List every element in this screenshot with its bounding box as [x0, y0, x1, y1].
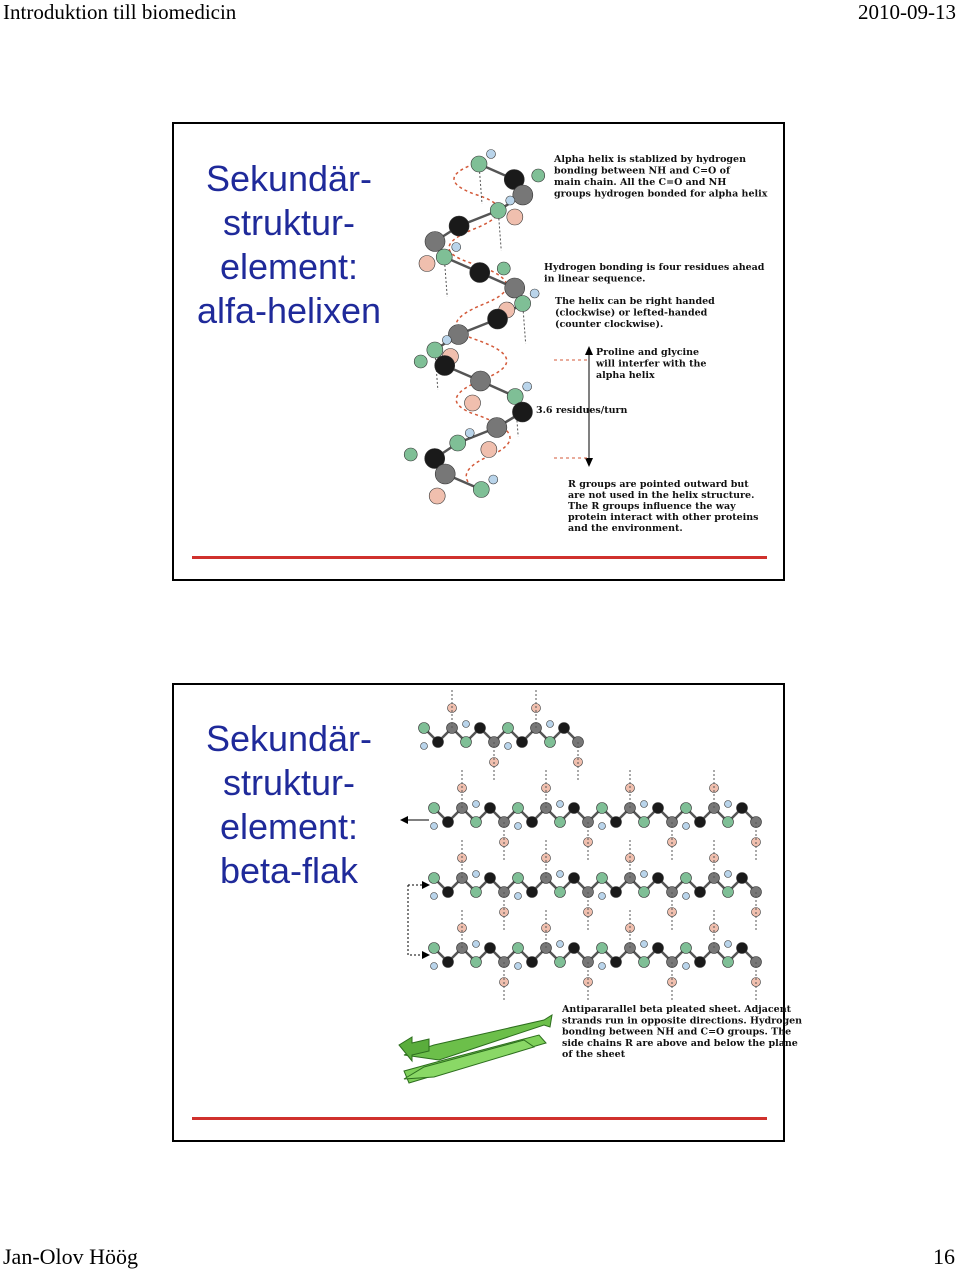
slide-divider-line — [192, 556, 767, 559]
carbonyl-carbon-atom — [435, 464, 455, 484]
alpha-carbon-atom — [443, 957, 454, 968]
nitrogen-atom — [513, 943, 524, 954]
hydrogen-atom — [473, 871, 480, 878]
hydrogen-atom — [557, 941, 564, 948]
hydrogen-atom — [683, 823, 690, 830]
arrow-head-up-icon — [585, 346, 593, 355]
hydrogen-atom — [515, 963, 522, 970]
beta-sheet-diagram-icon — [394, 715, 803, 1090]
caption-line: will interfer with the — [596, 358, 707, 370]
nitrogen-atom — [427, 342, 443, 358]
caption-line: The helix can be right handed — [555, 296, 715, 307]
nitrogen-atom — [490, 203, 506, 219]
alpha-carbon-atom — [611, 817, 622, 828]
title-line: beta-flak — [219, 850, 359, 891]
caption-line: 3.6 residues/turn — [536, 405, 628, 416]
hydrogen-atom — [431, 963, 438, 970]
hydrogen-atom — [530, 289, 539, 298]
hydrogen-atom — [473, 801, 480, 808]
r-group-atom — [414, 355, 427, 368]
hydrogen-atom — [725, 801, 732, 808]
svg-text:The helix can be right handed( — [555, 296, 715, 330]
nitrogen-atom — [723, 817, 734, 828]
nitrogen-atom — [555, 887, 566, 898]
author: Jan-Olov Höög — [3, 1244, 139, 1269]
nitrogen-atom — [461, 737, 472, 748]
slide-title — [184, 717, 394, 893]
alpha-carbon-atom — [475, 723, 486, 734]
hydrogen-atom — [431, 893, 438, 900]
carbonyl-carbon-atom — [513, 185, 533, 205]
hydrogen-atom — [557, 801, 564, 808]
nitrogen-atom — [639, 887, 650, 898]
arrow-left-icon — [400, 816, 408, 824]
svg-text:R groups are pointed outward b — [568, 479, 759, 534]
hydrogen-atom — [599, 963, 606, 970]
alpha-carbon-atom — [611, 887, 622, 898]
hydrogen-atom — [465, 429, 474, 438]
slide-beta-sheet — [172, 683, 803, 1142]
nitrogen-atom — [639, 817, 650, 828]
hydrogen-atom — [547, 721, 554, 728]
carbonyl-carbon-atom — [471, 371, 491, 391]
nitrogen-atom — [723, 957, 734, 968]
nitrogen-atom — [450, 435, 466, 451]
alpha-carbon-atom — [433, 737, 444, 748]
alpha-carbon-atom — [653, 943, 664, 954]
hydrogen-atom — [421, 743, 428, 750]
r-group-atom — [532, 169, 545, 182]
alpha-carbon-atom — [695, 957, 706, 968]
arrow-right-icon — [422, 951, 430, 959]
alpha-carbon-atom — [737, 803, 748, 814]
alpha-carbon-atom — [527, 957, 538, 968]
header-date: 2010-09-13 — [858, 0, 956, 24]
title-line: element: — [219, 246, 359, 287]
slide-divider-line — [192, 1117, 767, 1120]
svg-text:Antipararallel beta pleated sh — [561, 1004, 802, 1060]
nitrogen-atom — [639, 957, 650, 968]
alpha-carbon-atom — [485, 873, 496, 884]
helix-atoms — [404, 150, 545, 505]
caption-line: bonding between NH and C=O of — [554, 165, 731, 177]
hydrogen-atom — [506, 196, 515, 205]
hydrogen-atom — [641, 871, 648, 878]
hydrogen-atom — [641, 801, 648, 808]
caption-line: main chain. All the C=O and NH — [554, 177, 727, 188]
nitrogen-atom — [545, 737, 556, 748]
slide-alpha-helix — [172, 122, 785, 581]
hydrogen-atom — [515, 823, 522, 830]
caption-line: protein interact with other proteins — [568, 512, 759, 523]
alpha-carbon-atom — [527, 887, 538, 898]
beta-sheet-svg — [394, 715, 803, 1090]
caption-line: Hydrogen bonding is four residues ahead — [544, 262, 765, 273]
alpha-helix-diagram-icon — [414, 134, 774, 534]
alpha-helix-svg — [414, 134, 774, 534]
oxygen-atom — [465, 395, 481, 411]
r-group-atom — [404, 448, 417, 461]
nitrogen-atom — [471, 156, 487, 172]
hydrogen-atom — [683, 893, 690, 900]
hydrogen-atom — [489, 475, 498, 484]
hydrogen-atom — [725, 941, 732, 948]
nitrogen-atom — [597, 943, 608, 954]
caption-line: Proline and glycine — [596, 347, 700, 358]
title-line: Sekundär- — [205, 158, 373, 199]
caption-line: alpha helix — [596, 370, 655, 381]
caption-line: Antipararallel beta pleated sheet. Adjacent — [562, 1004, 792, 1015]
hydrogen-atom — [523, 382, 532, 391]
title-line: struktur- — [222, 762, 355, 803]
nitrogen-atom — [473, 482, 489, 498]
nitrogen-atom — [419, 723, 430, 734]
nitrogen-atom — [597, 803, 608, 814]
alpha-carbon-atom — [559, 723, 570, 734]
carbonyl-carbon-atom — [487, 418, 507, 438]
nitrogen-atom — [555, 817, 566, 828]
caption-line: of the sheet — [562, 1049, 626, 1061]
caption-line: (clockwise) or lefted-handed — [555, 307, 708, 319]
hydrogen-atom — [599, 893, 606, 900]
alpha-carbon-atom — [488, 309, 508, 329]
r-group-atom — [497, 262, 510, 275]
arrow-head-down-icon — [585, 458, 593, 467]
title-line: struktur- — [222, 202, 355, 243]
hydrogen-atom — [725, 871, 732, 878]
alpha-carbon-atom — [569, 803, 580, 814]
nitrogen-atom — [681, 943, 692, 954]
caption-line: groups hydrogen bonded for alpha helix — [554, 188, 768, 200]
carbonyl-carbon-atom — [425, 232, 445, 252]
nitrogen-atom — [513, 803, 524, 814]
alpha-carbon-atom — [737, 873, 748, 884]
nitrogen-atom — [681, 803, 692, 814]
hydrogen-atom — [599, 823, 606, 830]
alpha-carbon-atom — [435, 356, 455, 376]
alpha-carbon-atom — [569, 873, 580, 884]
caption-line: R groups are pointed outward but — [568, 479, 749, 490]
oxygen-atom — [507, 209, 523, 225]
alpha-carbon-atom — [470, 263, 490, 283]
alpha-carbon-atom — [485, 943, 496, 954]
nitrogen-atom — [597, 873, 608, 884]
nitrogen-atom — [436, 249, 452, 265]
title-line: alfa-helixen — [196, 290, 382, 331]
title-line: Sekundär- — [205, 718, 373, 759]
alpha-carbon-atom — [695, 817, 706, 828]
beta-ribbon-icon — [399, 1015, 552, 1083]
alpha-carbon-atom — [737, 943, 748, 954]
nitrogen-atom — [471, 817, 482, 828]
nitrogen-atom — [429, 873, 440, 884]
alpha-carbon-atom — [653, 803, 664, 814]
strand-bracket — [408, 885, 424, 955]
nitrogen-atom — [513, 873, 524, 884]
nitrogen-atom — [471, 887, 482, 898]
caption-line: and the environment. — [568, 523, 683, 534]
alpha-carbon-atom — [449, 216, 469, 236]
hydrogen-atom — [431, 823, 438, 830]
alpha-carbon-atom — [695, 887, 706, 898]
alpha-carbon-atom — [527, 817, 538, 828]
alpha-carbon-atom — [653, 873, 664, 884]
oxygen-atom — [481, 442, 497, 458]
hydrogen-atom — [683, 963, 690, 970]
title-line: element: — [219, 806, 359, 847]
hydrogen-atom — [473, 941, 480, 948]
nitrogen-atom — [515, 296, 531, 312]
nitrogen-atom — [429, 943, 440, 954]
alpha-carbon-atom — [443, 887, 454, 898]
hydrogen-atom — [515, 893, 522, 900]
sheet-atoms — [419, 688, 762, 1002]
caption-line: side chains R are above and below the plane — [562, 1037, 798, 1049]
hydrogen-atom — [463, 721, 470, 728]
caption-line: Alpha helix is stablized by hydrogen — [554, 154, 747, 165]
slide-title — [184, 157, 394, 333]
page-number: 16 — [933, 1244, 955, 1269]
nitrogen-atom — [723, 887, 734, 898]
oxygen-atom — [419, 256, 435, 272]
hydrogen-atom — [487, 150, 496, 159]
nitrogen-atom — [471, 957, 482, 968]
caption-line: strands run in opposite directions. Hydrogen — [562, 1015, 803, 1027]
hydrogen-atom — [442, 336, 451, 345]
hydrogen-atom — [641, 941, 648, 948]
alpha-carbon-atom — [611, 957, 622, 968]
caption-line: in linear sequence. — [544, 273, 646, 285]
arrow-right-icon — [422, 881, 430, 889]
hydrogen-atom — [452, 243, 461, 252]
course-title: Introduktion till biomedicin — [3, 0, 237, 24]
alpha-carbon-atom — [443, 817, 454, 828]
carbonyl-carbon-atom — [505, 278, 525, 298]
nitrogen-atom — [555, 957, 566, 968]
alpha-carbon-atom — [485, 803, 496, 814]
svg-text:Alpha helix is stablized by hy — [553, 154, 768, 200]
svg-text:Proline and glycinewill interf — [595, 347, 706, 381]
svg-text:Hydrogen bonding is four resid — [544, 262, 765, 285]
nitrogen-atom — [681, 873, 692, 884]
alpha-carbon-atom — [517, 737, 528, 748]
caption-line: are not used in the helix structure. — [568, 490, 755, 501]
hydrogen-atom — [505, 743, 512, 750]
caption-line: bonding between NH and C=O groups. The — [562, 1026, 792, 1038]
nitrogen-atom — [429, 803, 440, 814]
alpha-carbon-atom — [512, 402, 532, 422]
nitrogen-atom — [503, 723, 514, 734]
alpha-carbon-atom — [569, 943, 580, 954]
hydrogen-atom — [557, 871, 564, 878]
caption-line: The R groups influence the way — [568, 501, 736, 512]
caption-line: (counter clockwise). — [555, 319, 664, 330]
oxygen-atom — [429, 488, 445, 504]
